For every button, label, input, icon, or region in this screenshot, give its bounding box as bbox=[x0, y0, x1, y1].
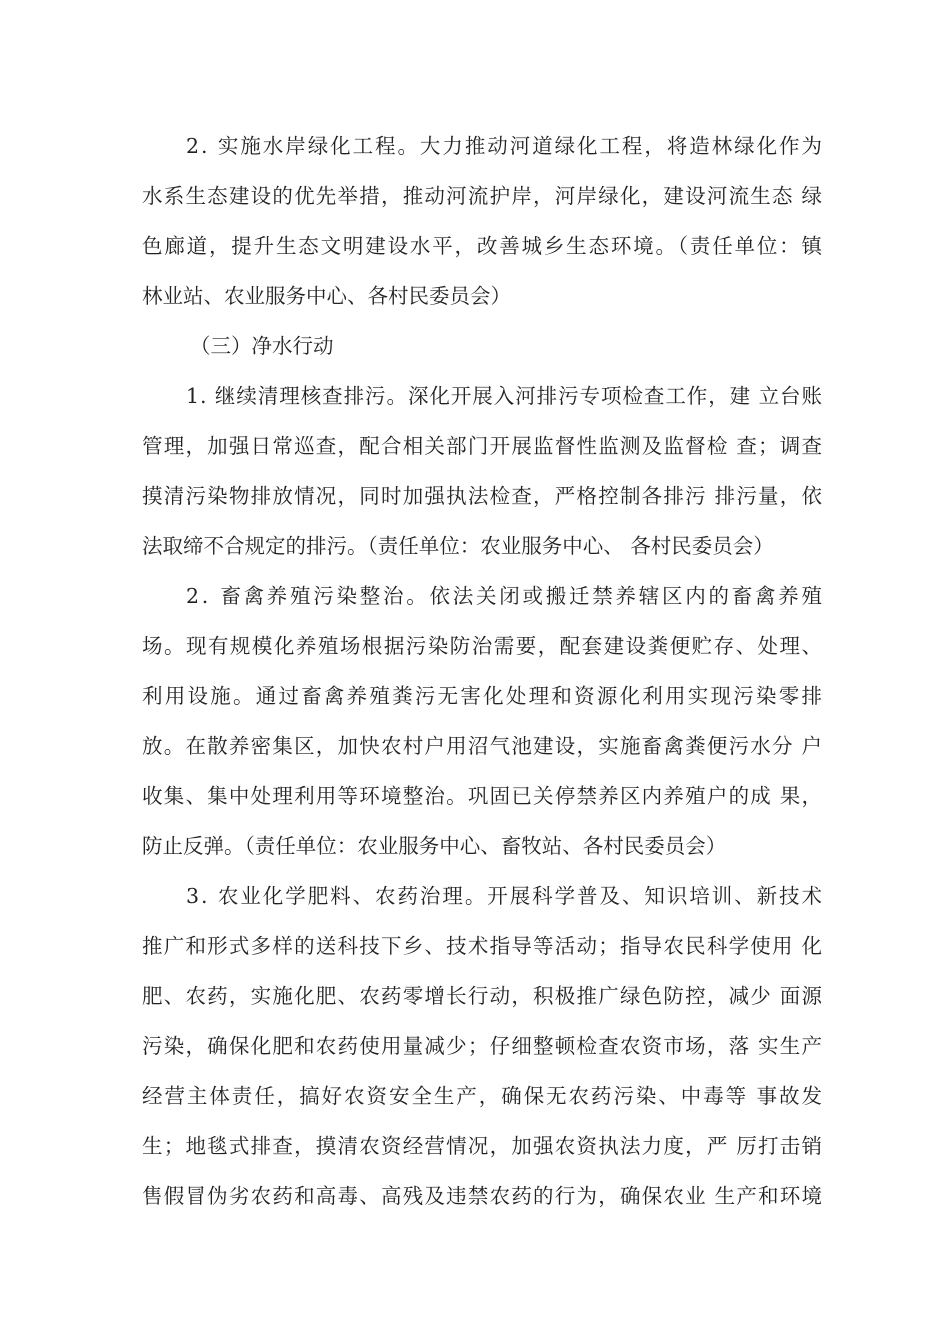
paragraph-line bbox=[142, 1021, 822, 1071]
paragraph-line bbox=[142, 121, 822, 171]
paragraph-line bbox=[142, 1071, 822, 1121]
paragraph-line bbox=[142, 821, 822, 871]
line-text: 售假冒伪劣农药和高毒、高残及违禁农药的行为，确保农业 生产和环境 bbox=[142, 1184, 824, 1208]
paragraph-line bbox=[142, 771, 822, 821]
paragraph-line bbox=[142, 671, 825, 721]
paragraph-line bbox=[142, 221, 822, 271]
document-body bbox=[142, 121, 825, 1221]
line-text: 推广和形式多样的送科技下乡、技术指导等活动；指导农民科学使用 化 bbox=[142, 934, 824, 958]
line-text: 2. 实施水岸绿化工程。大力推动河道绿化工程，将造林绿化作为 bbox=[186, 134, 824, 158]
line-text: 色廊道，提升生态文明建设水平，改善城乡生态环境。（责任单位：镇 bbox=[142, 234, 824, 258]
paragraph-line bbox=[142, 721, 822, 771]
paragraph-line bbox=[142, 271, 822, 321]
line-text: 水系生态建设的优先举措，推动河流护岸，河岸绿化，建设河流生态 绿 bbox=[142, 184, 824, 208]
paragraph-line bbox=[142, 471, 822, 521]
line-text: 2. 畜禽养殖污染整治。依法关闭或搬迁禁养辖区内的畜禽养殖 bbox=[186, 584, 825, 608]
paragraph-line bbox=[142, 621, 822, 671]
line-text: 利用设施。通过畜禽养殖粪污无害化处理和资源化利用实现污染零排 bbox=[142, 684, 825, 708]
section-heading-text: （三）净水行动 bbox=[190, 334, 334, 358]
line-text: 收集、集中处理利用等环境整治。巩固已关停禁养区内养殖户的成 果， bbox=[142, 784, 824, 808]
line-text: 林业站、农业服务中心、各村民委员会） bbox=[142, 284, 511, 308]
line-text: 经营主体责任，搞好农资安全生产，确保无农药污染、中毒等 事故发 bbox=[142, 1084, 824, 1108]
paragraph-line bbox=[142, 971, 822, 1021]
paragraph-line bbox=[142, 371, 822, 421]
line-text: 防止反弹。（责任单位：农业服务中心、畜牧站、各村民委员会） bbox=[142, 834, 727, 858]
paragraph-line bbox=[142, 1121, 822, 1171]
line-text: 污染，确保化肥和农药使用量减少；仔细整顿检查农资市场，落 实生产 bbox=[142, 1034, 824, 1058]
line-text: 1. 继续清理核查排污。深化开展入河排污专项检查工作，建 立台账 bbox=[186, 384, 823, 408]
line-text: 摸清污染物排放情况，同时加强执法检查，严格控制各排污 排污量，依 bbox=[142, 484, 824, 508]
section-heading bbox=[142, 321, 822, 371]
paragraph-line bbox=[142, 171, 822, 221]
paragraph-line bbox=[142, 571, 825, 621]
line-text: 生；地毯式排查，摸清农资经营情况，加强农资执法力度，严 厉打击销 bbox=[142, 1134, 824, 1158]
line-text: 3. 农业化学肥料、农药治理。开展科学普及、知识培训、新技术 bbox=[186, 884, 824, 908]
line-text: 放。在散养密集区，加快农村户用沼气池建设，实施畜禽粪便污水分 户 bbox=[142, 734, 824, 758]
paragraph-line bbox=[142, 521, 822, 571]
paragraph-line bbox=[142, 871, 822, 921]
paragraph-line bbox=[142, 421, 822, 471]
line-text: 法取缔不合规定的排污。（责任单位：农业服务中心、 各村民委员会） bbox=[142, 534, 774, 558]
line-text: 场。现有规模化养殖场根据污染防治需要，配套建设粪便贮存、处理、 bbox=[142, 634, 824, 658]
paragraph-line bbox=[142, 1171, 822, 1221]
line-text: 肥、农药，实施化肥、农药零增长行动，积极推广绿色防控，减少 面源 bbox=[142, 984, 824, 1008]
paragraph-line bbox=[142, 921, 822, 971]
line-text: 管理，加强日常巡查，配合相关部门开展监督性监测及监督检 查；调查 bbox=[142, 434, 824, 458]
